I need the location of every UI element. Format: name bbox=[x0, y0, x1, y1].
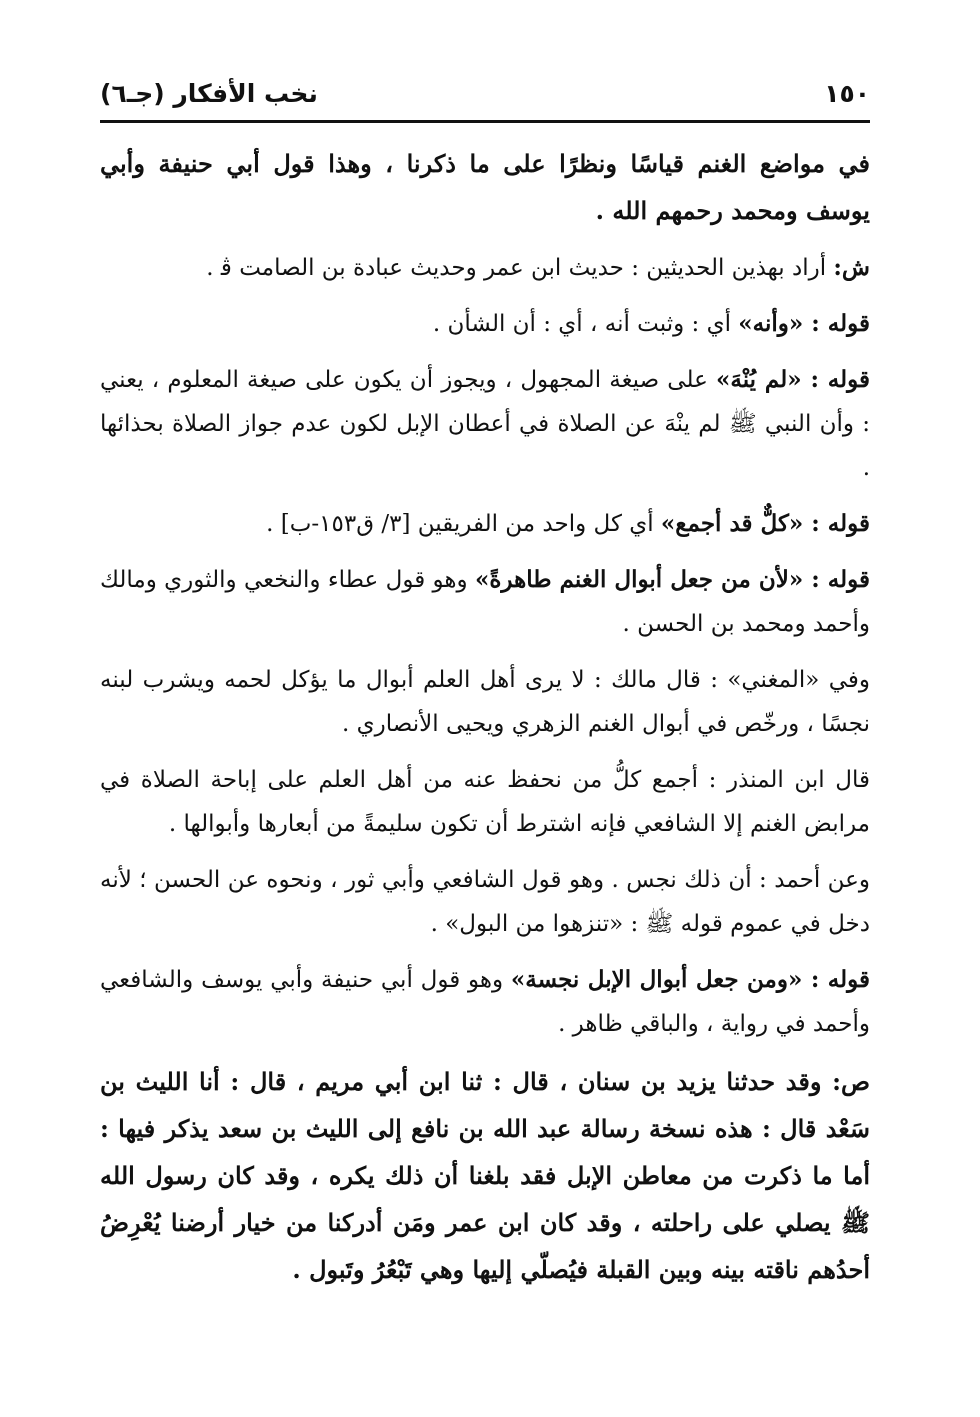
paragraph-lead: قوله : «لأن من جعل أبوال الغنم طاهرةً» bbox=[475, 566, 870, 593]
running-title: نخب الأفكار (جـ٦) bbox=[100, 78, 318, 108]
paragraph-lead: قوله : «لم يُنْهَ» bbox=[715, 366, 871, 393]
paragraph-text: على صيغة المجهول ، ويجوز أن يكون على صيغة المعلوم ، يعني : وأن النبي ﷺ لم ينْهَ عن الصلاة في أعطان الإبل لكون عدم جواز الصلاة بحذائها . bbox=[100, 367, 870, 481]
paragraph-text: أي كل واحد من الفريقين [٣/ ق١٥٣-ب] . bbox=[266, 511, 661, 537]
paragraph bbox=[100, 140, 870, 234]
paragraph-text: أي : وثبت أنه ، أي : أن الشأن . bbox=[432, 311, 739, 337]
paragraph-text: وفي «المغني» : قال مالك : لا يرى أهل العلم أبوال ما يؤكل لحمه ويشرب لبنه نجسًا ، ورخّص في أبوال الغنم الزهري ويحيى الأنصاري . bbox=[100, 667, 870, 737]
paragraph-text: وهو قول عطاء والنخعي والثوري ومالك وأحمد ومحمد بن الحسن . bbox=[100, 567, 870, 637]
paragraph bbox=[100, 758, 870, 846]
paragraph bbox=[100, 302, 870, 346]
paragraph-text: وعن أحمد : أن ذلك نجس . وهو قول الشافعي وأبي ثور ، ونحوه عن الحسن ؛ لأنه دخل في عموم قوله ﷺ : «تنزهوا من البول» . bbox=[100, 867, 870, 937]
paragraph bbox=[100, 246, 870, 290]
paragraph bbox=[100, 858, 870, 946]
paragraph-text: أراد بهذين الحديثين : حديث ابن عمر وحديث عبادة بن الصامت ﭬ . bbox=[206, 255, 834, 281]
paragraph-lead: قوله : «ومن جعل أبوال الإبل نجسة» bbox=[510, 966, 870, 993]
paragraph bbox=[100, 502, 870, 546]
paragraph-lead: ش: bbox=[833, 254, 870, 281]
paragraph bbox=[100, 658, 870, 746]
paragraph bbox=[100, 558, 870, 646]
paragraph bbox=[100, 1058, 870, 1293]
paragraph-text: في مواضع الغنم قياسًا ونظرًا على ما ذكرنا ، وهذا قول أبي حنيفة وأبي يوسف ومحمد رحمهم الله . bbox=[100, 149, 871, 225]
paragraph-text: وهو قول أبي حنيفة وأبي يوسف والشافعي وأحمد في رواية ، والباقي ظاهر . bbox=[100, 967, 870, 1037]
page-header bbox=[100, 74, 870, 112]
page-body bbox=[100, 140, 870, 1305]
paragraph-lead: قوله : «كلٌّ قد أجمع» bbox=[660, 510, 870, 537]
page-number: ١٥٠ bbox=[824, 78, 870, 108]
paragraph bbox=[100, 958, 870, 1046]
paragraph-text: قال ابن المنذر : أجمع كلُّ من نحفظ عنه من أهل العلم على إباحة الصلاة في مرابض الغنم إلا الشافعي فإنه اشترط أن تكون سليمةً من أبعارها وأبوالها . bbox=[100, 767, 870, 837]
paragraph bbox=[100, 358, 870, 490]
paragraph-text: ص: وقد حدثنا يزيد بن سنان ، قال : ثنا ابن أبي مريم ، قال : أنا الليث بن سَعْد قال : هذه نسخة رسالة عبد الله بن نافع إلى الليث بن سعد يذكر فيها : أما ما ذكرت من معاطن الإبل فقد بلغنا أن ذلك يكره ، وقد كان رسول الله ﷺ يصلي على راحلته ، وقد كان ابن عمر ومَن أدركنا من خيار أرضنا يُعْرِضُ أحدُهم ناقته بينه وبين القبلة فيُصلّي إليها وهي تَبْعُرُ وتَبول . bbox=[100, 1067, 870, 1284]
header-divider bbox=[100, 120, 870, 123]
paragraph-lead: قوله : «وأنه» bbox=[738, 310, 870, 337]
